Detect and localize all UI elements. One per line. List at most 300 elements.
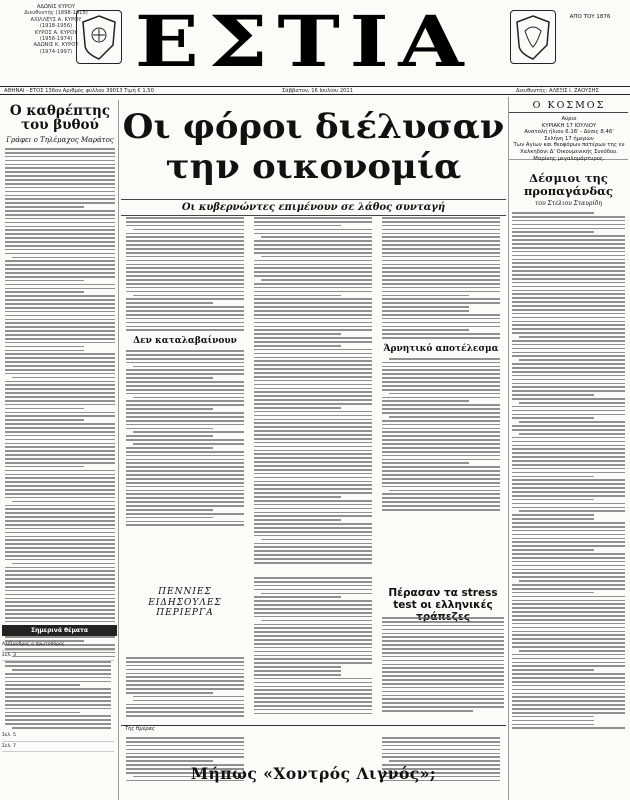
text-line	[512, 476, 594, 478]
text-line	[5, 295, 115, 297]
text-line	[254, 481, 372, 483]
text-line	[382, 462, 469, 464]
text-line	[5, 708, 111, 710]
text-line	[519, 421, 625, 423]
text-line	[382, 283, 500, 285]
text-line	[126, 676, 244, 678]
left-byline: Γράφει ο Τηλέμαχος Μαράτος	[6, 136, 114, 144]
text-line	[512, 716, 594, 718]
text-line	[5, 582, 115, 584]
text-line	[382, 264, 500, 266]
kosmos-details	[509, 116, 628, 162]
text-line	[254, 364, 372, 366]
text-line	[382, 648, 504, 650]
text-line	[261, 539, 372, 541]
text-line	[254, 701, 372, 703]
text-line	[5, 692, 111, 694]
text-line	[382, 377, 500, 379]
text-line	[254, 349, 372, 351]
text-line	[126, 306, 244, 308]
text-line	[5, 171, 115, 173]
text-line	[512, 456, 625, 458]
text-line	[254, 337, 372, 339]
text-line	[512, 410, 625, 412]
text-line	[512, 491, 625, 493]
text-line	[5, 365, 115, 367]
text-line	[5, 322, 115, 324]
text-line	[254, 384, 372, 386]
text-line	[5, 198, 115, 200]
text-line	[382, 621, 504, 623]
text-line	[512, 600, 625, 602]
text-line	[133, 443, 244, 445]
text-line	[5, 260, 115, 262]
text-line	[5, 353, 115, 355]
text-line	[512, 638, 625, 640]
text-line	[512, 479, 625, 481]
text-line	[5, 334, 115, 336]
text-line	[382, 451, 500, 453]
text-line	[254, 302, 372, 304]
text-line	[5, 175, 115, 177]
text-line	[126, 455, 244, 457]
text-line	[254, 333, 341, 335]
text-line	[382, 656, 504, 658]
text-line	[5, 474, 115, 476]
text-line	[382, 412, 500, 414]
text-line	[382, 233, 500, 235]
text-line	[254, 531, 372, 533]
text-line	[382, 310, 469, 312]
text-line	[382, 501, 500, 503]
subhead-negative-result: Άρνητικό αποτέλεσμα	[383, 343, 499, 354]
stress-test-body	[379, 617, 507, 714]
text-line	[382, 753, 500, 755]
text-line	[126, 688, 244, 690]
text-line	[512, 270, 625, 272]
text-line	[5, 284, 115, 286]
text-line	[126, 225, 244, 227]
text-line	[512, 685, 625, 687]
text-line	[254, 670, 341, 672]
text-line	[254, 380, 372, 382]
text-line	[254, 512, 372, 514]
text-line	[512, 545, 625, 547]
founder-line: ΚΥΡΟΣ Α. ΚΥΡΟΥ	[34, 29, 78, 36]
text-line	[254, 391, 372, 393]
topic-item[interactable]: Αλέξανδρος ο πρωτοπόρος	[2, 640, 114, 651]
text-line	[512, 615, 625, 617]
text-line	[512, 530, 625, 532]
text-line	[254, 221, 372, 223]
text-line	[5, 206, 84, 208]
text-line	[512, 340, 625, 342]
text-line	[512, 627, 625, 629]
text-line	[382, 397, 500, 399]
text-line	[254, 643, 372, 645]
text-line	[126, 279, 244, 281]
text-line	[382, 287, 500, 289]
text-line	[382, 362, 500, 364]
text-line	[5, 229, 115, 231]
text-line	[126, 240, 244, 242]
text-line	[126, 291, 244, 293]
text-line	[382, 633, 504, 635]
text-line	[254, 419, 372, 421]
text-line	[5, 299, 115, 301]
main-column-3	[379, 217, 503, 513]
text-line	[254, 666, 341, 668]
text-line	[512, 448, 625, 450]
text-line	[382, 385, 500, 387]
founder-line: Διευθυντής (1898-1918)	[24, 10, 88, 17]
text-line	[126, 244, 244, 246]
text-line	[126, 474, 244, 476]
text-line	[5, 712, 80, 714]
text-line	[382, 424, 500, 426]
text-line	[254, 217, 372, 219]
text-line	[254, 329, 372, 331]
text-line	[382, 267, 500, 269]
text-line	[254, 492, 372, 494]
text-line	[126, 287, 244, 289]
text-line	[382, 408, 500, 410]
main-column-2	[251, 217, 375, 566]
text-line	[254, 442, 372, 444]
text-line	[5, 276, 115, 278]
text-line	[254, 709, 372, 711]
text-line	[512, 452, 625, 454]
text-line	[254, 604, 372, 606]
text-line	[261, 279, 372, 281]
text-line	[5, 547, 115, 549]
text-line	[512, 631, 625, 633]
text-line	[382, 698, 504, 700]
text-line	[254, 616, 372, 618]
text-line	[5, 609, 115, 611]
text-line	[512, 239, 625, 241]
article-text	[251, 217, 375, 564]
text-line	[126, 513, 244, 515]
text-line	[382, 459, 500, 461]
text-line	[126, 271, 244, 273]
text-line	[382, 400, 469, 402]
text-line	[382, 337, 500, 339]
text-line	[5, 439, 115, 441]
text-line	[512, 646, 625, 648]
text-line	[5, 601, 115, 603]
text-line	[254, 264, 372, 266]
text-line	[5, 412, 115, 414]
text-line	[126, 252, 244, 254]
text-line	[254, 469, 372, 471]
text-line	[5, 241, 115, 243]
text-line	[5, 605, 115, 607]
text-line	[5, 539, 115, 541]
text-line	[5, 326, 115, 328]
text-line	[512, 557, 625, 559]
text-line	[512, 259, 625, 261]
text-line	[5, 369, 115, 371]
text-line	[5, 288, 115, 290]
right-byline: του Στέλιου Σταυρίδη	[535, 200, 602, 207]
right-column	[508, 97, 628, 800]
text-line	[254, 515, 372, 517]
text-line	[254, 473, 372, 475]
text-line	[5, 361, 115, 363]
text-line	[261, 236, 372, 238]
subhead-understand: Δεν καταλαβαίνουν	[133, 336, 237, 347]
text-line	[512, 286, 625, 288]
text-line	[512, 464, 625, 466]
text-line	[126, 756, 244, 758]
text-line	[382, 404, 500, 406]
text-line	[254, 457, 372, 459]
text-line	[382, 664, 504, 666]
topic-list-body	[2, 661, 114, 729]
article-text	[123, 217, 247, 331]
text-line	[5, 586, 115, 588]
text-line	[126, 715, 244, 717]
text-line	[126, 741, 244, 743]
text-line	[512, 332, 625, 334]
today-topics-box	[2, 640, 114, 752]
text-line	[512, 344, 625, 346]
text-line	[5, 719, 111, 721]
text-line	[254, 267, 372, 269]
text-line	[126, 501, 244, 503]
main-column-1	[123, 217, 247, 528]
text-line	[254, 360, 372, 362]
text-line	[126, 486, 244, 488]
text-line	[382, 625, 504, 627]
topic-page: Σελ. 5	[2, 731, 114, 742]
text-line	[382, 252, 500, 254]
text-line	[382, 302, 500, 304]
text-line	[126, 669, 244, 671]
text-line	[5, 594, 115, 596]
text-line	[382, 381, 500, 383]
text-line	[254, 287, 372, 289]
text-line	[512, 321, 625, 323]
text-line	[5, 559, 115, 561]
text-line	[254, 562, 372, 564]
text-line	[5, 443, 115, 445]
text-line	[133, 295, 244, 297]
text-line	[126, 428, 213, 430]
text-line	[126, 298, 244, 300]
text-line	[5, 696, 111, 698]
text-line	[5, 303, 115, 305]
text-line	[382, 420, 500, 422]
topic-page: Σελ. 3	[2, 651, 114, 662]
text-line	[261, 256, 372, 258]
text-line	[254, 376, 372, 378]
text-line	[5, 520, 115, 522]
text-line	[254, 461, 372, 463]
text-line	[382, 443, 500, 445]
text-line	[512, 526, 625, 528]
text-line	[254, 399, 372, 401]
text-line	[5, 249, 115, 251]
text-line	[512, 313, 625, 315]
seal-caption: ΑΠΟ ΤΟΥ 1876	[569, 14, 611, 20]
text-line	[512, 425, 625, 427]
text-line	[126, 462, 244, 464]
text-line	[254, 291, 372, 293]
text-line	[254, 345, 341, 347]
text-line	[126, 233, 244, 235]
text-line	[5, 222, 115, 224]
text-line	[512, 468, 625, 470]
text-line	[382, 275, 500, 277]
text-line	[512, 727, 625, 729]
text-line	[254, 368, 372, 370]
text-line	[512, 445, 625, 447]
text-line	[254, 496, 341, 498]
text-line	[254, 411, 372, 413]
text-line	[382, 640, 504, 642]
text-line	[254, 453, 372, 455]
text-line	[512, 654, 625, 656]
text-line	[5, 253, 115, 255]
issue-date: Σάββατον, 16 Ιουλίου 2011	[282, 88, 354, 94]
text-line	[382, 298, 500, 300]
text-line	[126, 420, 244, 422]
text-line	[254, 608, 372, 610]
text-line	[254, 686, 372, 688]
text-line	[5, 661, 111, 663]
text-line	[5, 419, 84, 421]
text-line	[254, 635, 372, 637]
text-line	[254, 430, 372, 432]
text-line	[382, 291, 500, 293]
kosmos-box	[509, 100, 628, 160]
main-headline-line: Οι φόροι διέλυσαν	[122, 107, 505, 147]
text-line	[254, 422, 372, 424]
text-line	[5, 524, 115, 526]
pennies-title-line: ΠΕΡΙΕΡΓΑ	[156, 608, 214, 618]
text-line	[126, 310, 244, 312]
text-line	[126, 412, 244, 414]
text-line	[261, 593, 372, 595]
text-line	[254, 697, 372, 699]
main-headline	[113, 107, 513, 187]
text-line	[126, 354, 244, 356]
text-line	[512, 317, 625, 319]
text-line	[5, 454, 115, 456]
text-line	[254, 353, 372, 355]
text-line	[254, 477, 372, 479]
text-line	[126, 661, 244, 663]
text-line	[261, 620, 372, 622]
text-line	[126, 381, 244, 383]
text-line	[5, 384, 115, 386]
text-line	[382, 431, 500, 433]
text-line	[5, 532, 115, 534]
text-line	[254, 589, 372, 591]
text-line	[382, 497, 500, 499]
text-line	[382, 314, 500, 316]
text-line	[512, 607, 625, 609]
text-line	[5, 148, 115, 150]
text-line	[512, 677, 625, 679]
text-line	[5, 462, 115, 464]
text-line	[126, 745, 244, 747]
text-line	[126, 404, 244, 406]
kosmos-saints: Των Αγίων και θεοφόρων πατέρων της εν Χαλκηδόνι Δ' Οικουμενικής Συνόδου. Μαρίνης μεγαλομάρτυρος.	[513, 142, 625, 162]
text-line	[126, 373, 244, 375]
text-line	[512, 228, 625, 230]
text-line	[254, 275, 372, 277]
text-line	[382, 236, 500, 238]
text-line	[512, 383, 625, 385]
text-line	[5, 280, 84, 282]
text-line	[254, 678, 372, 680]
text-line	[254, 612, 372, 614]
text-line	[512, 720, 594, 722]
text-line	[512, 216, 625, 218]
text-line	[389, 393, 500, 395]
text-line	[5, 191, 115, 193]
text-line	[382, 749, 500, 751]
text-line	[5, 497, 115, 499]
text-line	[126, 684, 244, 686]
text-line	[5, 684, 80, 686]
text-line	[519, 336, 625, 338]
text-line	[512, 379, 625, 381]
issue-info: ΑΘΗΝΑΙ - ΕΤΟΣ 136ον Αριθμός φύλλου 39013 Τιμή € 1,50	[4, 88, 154, 94]
text-line	[382, 695, 504, 697]
text-line	[12, 257, 115, 259]
text-line	[126, 435, 213, 437]
text-line	[126, 482, 244, 484]
text-line	[382, 244, 500, 246]
text-line	[126, 737, 244, 739]
text-line	[512, 394, 594, 396]
text-line	[5, 237, 115, 239]
text-line	[126, 358, 244, 360]
text-line	[382, 333, 500, 335]
text-line	[512, 293, 625, 295]
text-line	[133, 397, 244, 399]
text-line	[5, 536, 115, 538]
text-line	[5, 268, 115, 270]
text-line	[5, 330, 115, 332]
text-line	[5, 214, 115, 216]
article-text	[123, 350, 247, 526]
text-line	[5, 338, 115, 340]
text-line	[254, 283, 372, 285]
text-line	[512, 231, 594, 233]
text-line	[382, 435, 500, 437]
kosmos-date: ΚΥΡΙΑΚΗ 17 ΙΟΥΛΙΟΥ	[541, 122, 597, 129]
text-line	[519, 433, 625, 435]
text-line	[5, 528, 115, 530]
text-line	[126, 711, 244, 713]
text-line	[133, 366, 244, 368]
text-line	[254, 252, 372, 254]
text-line	[254, 372, 372, 374]
text-line	[382, 683, 504, 685]
text-line	[512, 541, 625, 543]
text-line	[5, 415, 115, 417]
text-line	[254, 438, 372, 440]
article-text	[379, 358, 503, 511]
text-line	[389, 490, 500, 492]
crest-right-icon	[510, 10, 556, 64]
text-line	[126, 753, 244, 755]
